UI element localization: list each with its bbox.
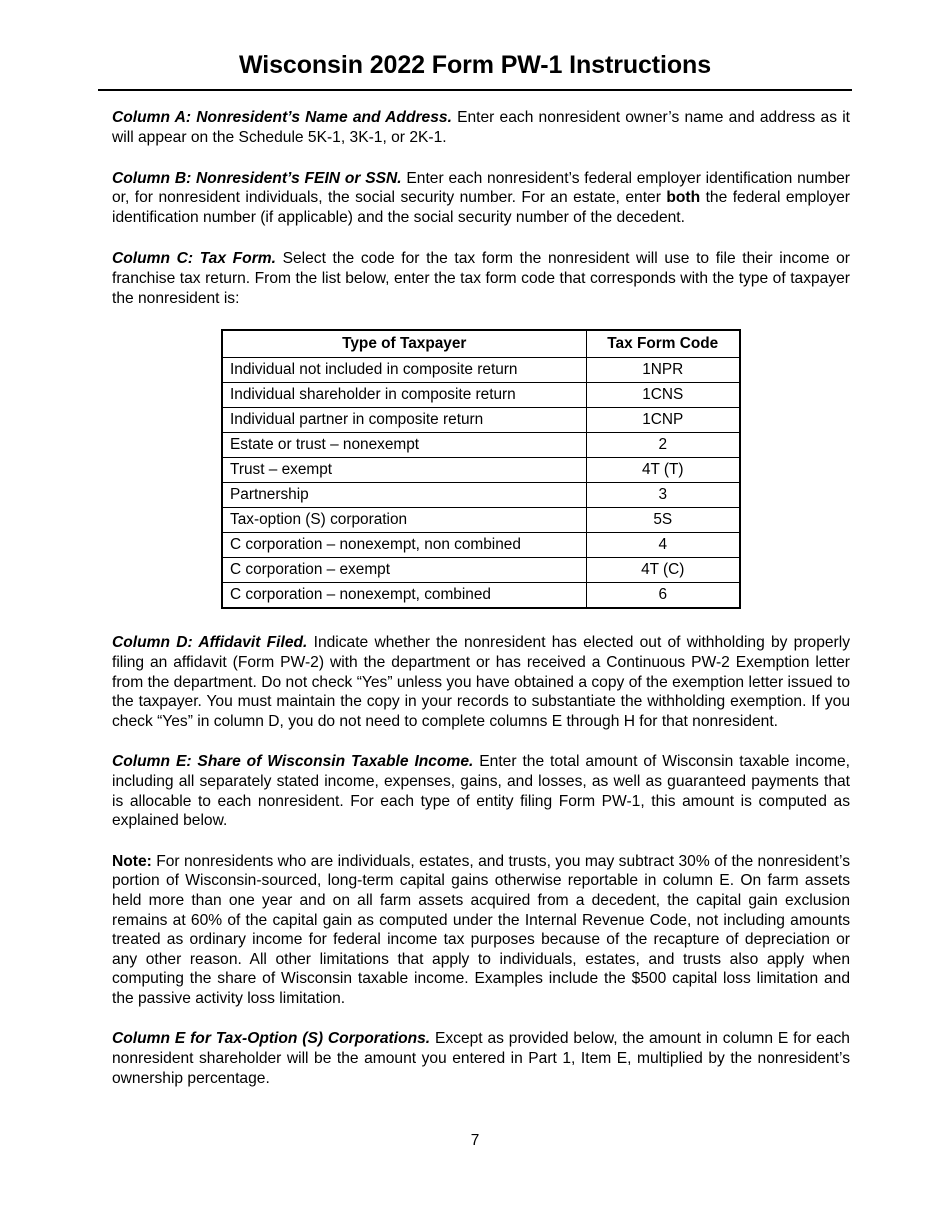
table-row	[222, 508, 740, 533]
paragraph-text-column-a: Enter each nonresident owner’s name and address as it will appear on the Schedule 5K-1, 3K-1, or 2K-1.	[112, 109, 850, 146]
table-row	[222, 408, 740, 433]
table-row	[222, 358, 740, 383]
cell-taxpayer-type: Individual not included in composite return	[222, 358, 586, 383]
cell-taxpayer-type: Individual shareholder in composite return	[222, 383, 586, 408]
column-header-type-of-taxpayer: Type of Taxpayer	[222, 330, 586, 358]
cell-tax-form-code: 3	[586, 483, 740, 508]
table-row	[222, 583, 740, 609]
paragraph-text-note: For nonresidents who are individuals, estates, and trusts, you may subtract 30% of the nonresident’s portion of Wisconsin-sourced, long-term capital gains otherwise reportable in column E. On farm assets held more than one year and on all farm assets acquired from a decedent, the capital gain exclusion remains at 60% of the capital gain as computed under the Internal Revenue Code, not including amounts treated as ordinary income for federal income tax purposes because of the recapture of depreciation or any other reason. All other limitations that apply to individuals, estates, and trusts also apply when computing the share of Wisconsin taxable income. Examples include the $500 capital loss limitation and the passive activity loss limitation.	[112, 852, 850, 1007]
cell-taxpayer-type: Partnership	[222, 483, 586, 508]
cell-tax-form-code: 1NPR	[586, 358, 740, 383]
paragraph-lead-column-e-s-corporations: Column E for Tax-Option (S) Corporations.	[112, 1030, 431, 1048]
table-row	[222, 433, 740, 458]
cell-taxpayer-type: C corporation – exempt	[222, 558, 586, 583]
cell-taxpayer-type: C corporation – nonexempt, non combined	[222, 533, 586, 558]
tax-form-code-table	[221, 329, 741, 609]
cell-taxpayer-type: C corporation – nonexempt, combined	[222, 583, 586, 609]
table-row	[222, 383, 740, 408]
paragraph-text-column-e: Enter the total amount of Wisconsin taxable income, including all separately stated income, expenses, gains, and losses, as well as guaranteed payments that is allocable to each nonresident. For each type of entity filing Form PW-1, this amount is computed as explained below.	[112, 753, 850, 830]
table-row	[222, 458, 740, 483]
paragraph-lead-column-b: Column B: Nonresident’s FEIN or SSN.	[112, 169, 402, 187]
paragraph-lead-note: Note:	[112, 852, 152, 870]
cell-tax-form-code: 4T (C)	[586, 558, 740, 583]
cell-taxpayer-type: Trust – exempt	[222, 458, 586, 483]
cell-tax-form-code: 1CNS	[586, 383, 740, 408]
cell-tax-form-code: 1CNP	[586, 408, 740, 433]
column-header-tax-form-code: Tax Form Code	[586, 330, 740, 358]
paragraph-text-column-b-part2: the federal employer identification number (if applicable) and the social security number of the decedent.	[112, 189, 850, 227]
paragraph-lead-column-d: Column D: Affidavit Filed.	[112, 634, 308, 652]
paragraph-text-column-d: Indicate whether the nonresident has elected out of withholding by properly filing an affidavit (Form PW-2) with the department or has received a Continuous PW-2 Exemption letter from the department. Do not check “Yes” unless you have obtained a copy of the exemption letter issued to the taxpayer. You must maintain the copy in your records to substantiate the withholding exemption. If you check “Yes” in column D, you do not need to complete columns E through H for that nonresident.	[112, 634, 850, 730]
paragraph-column-b	[112, 169, 850, 228]
paragraph-column-c	[112, 249, 850, 308]
cell-taxpayer-type: Tax-option (S) corporation	[222, 508, 586, 533]
header-divider	[98, 89, 852, 91]
cell-tax-form-code: 6	[586, 583, 740, 609]
emphasis-both: both	[666, 189, 701, 207]
paragraph-column-d	[112, 633, 850, 731]
table-row	[222, 533, 740, 558]
page-number: 7	[470, 1132, 480, 1149]
table-row	[222, 483, 740, 508]
cell-tax-form-code: 4	[586, 533, 740, 558]
paragraph-text-column-e-s-corporations: Except as provided below, the amount in column E for each nonresident shareholder will be the amount you entered in Part 1, Item E, multiplied by the nonresident’s ownership percentage.	[112, 1030, 850, 1087]
paragraph-lead-column-a: Column A: Nonresident’s Name and Address.	[112, 109, 452, 126]
tax-form-code-table-wrapper	[112, 329, 850, 609]
paragraph-column-e-s-corporations	[112, 1029, 850, 1088]
paragraph-lead-column-c: Column C: Tax Form.	[112, 249, 276, 267]
cell-tax-form-code: 4T (T)	[586, 458, 740, 483]
table-header-row	[222, 330, 740, 358]
page-title: Wisconsin 2022 Form PW-1 Instructions	[238, 51, 712, 79]
cell-tax-form-code: 5S	[586, 508, 740, 533]
cell-tax-form-code: 2	[586, 433, 740, 458]
paragraph-column-a	[112, 108, 850, 148]
paragraph-lead-column-e: Column E: Share of Wisconsin Taxable Income.	[112, 753, 474, 771]
table-row	[222, 558, 740, 583]
cell-taxpayer-type: Estate or trust – nonexempt	[222, 433, 586, 458]
paragraph-column-e	[112, 752, 850, 830]
paragraph-text-column-c: Select the code for the tax form the nonresident will use to file their income or franchise tax return. From the list below, enter the tax form code that corresponds with the type of taxpayer the nonresident is:	[112, 249, 850, 307]
document-header	[98, 50, 852, 91]
paragraph-text-column-b-part1: Enter each nonresident’s federal employer identification number or, for nonresident individuals, the social security number. For an estate, enter	[112, 169, 851, 207]
cell-taxpayer-type: Individual partner in composite return	[222, 408, 586, 433]
document-body	[112, 108, 850, 1088]
paragraph-note	[112, 852, 850, 1009]
